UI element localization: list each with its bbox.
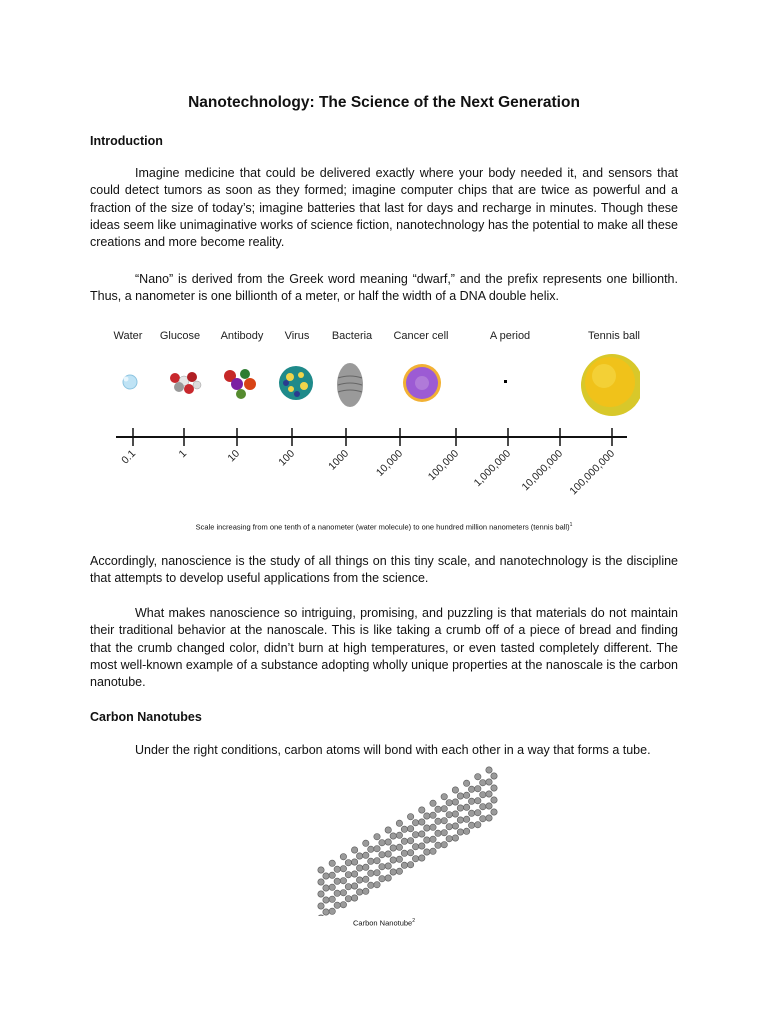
carbon-atom — [401, 838, 407, 844]
carbon-atom — [463, 804, 469, 810]
carbon-atom — [446, 836, 452, 842]
carbon-atom — [480, 804, 486, 810]
carbon-atom — [363, 888, 369, 894]
nanotube-caption-text: Carbon Nanotube — [353, 918, 413, 928]
carbon-atom — [401, 862, 407, 868]
carbon-atom — [329, 896, 335, 902]
scale-tick-label: 100 — [276, 447, 298, 469]
carbon-atom — [430, 848, 436, 854]
carbon-atom — [452, 787, 458, 793]
carbon-atom — [441, 806, 447, 812]
scale-tick-label: 1000 — [326, 447, 352, 473]
page-title: Nanotechnology: The Science of the Next Generation — [188, 94, 580, 111]
carbon-atom — [368, 870, 374, 876]
carbon-atom — [486, 815, 492, 821]
carbon-atom — [446, 812, 452, 818]
carbon-atom — [486, 803, 492, 809]
carbon-atom — [368, 846, 374, 852]
carbon-atom — [424, 813, 430, 819]
virus-image — [279, 366, 313, 400]
carbon-atom — [385, 863, 391, 869]
scale-tick-label: 1 — [176, 447, 190, 461]
carbon-atom — [334, 878, 340, 884]
carbon-atom — [407, 826, 413, 832]
carbon-atom — [468, 798, 474, 804]
carbon-atom — [374, 858, 380, 864]
carbon-atom — [486, 779, 492, 785]
carbon-atom — [452, 823, 458, 829]
period-image — [504, 380, 507, 383]
carbon-atom — [379, 852, 385, 858]
carbon-atom — [323, 897, 329, 903]
scale-caption-footnote: 1 — [569, 522, 573, 528]
scale-object-label: Tennis ball — [588, 330, 640, 342]
carbon-atom — [356, 877, 362, 883]
carbon-atom — [329, 908, 335, 914]
carbon-atom — [452, 799, 458, 805]
carbon-atom — [401, 850, 407, 856]
scale-tick-label: 100,000,000 — [567, 447, 618, 498]
carbon-atom — [430, 824, 436, 830]
carbon-atom — [419, 831, 425, 837]
carbon-atom — [396, 844, 402, 850]
carbon-atom — [491, 809, 497, 815]
nanotube-paragraph: Under the right conditions, carbon atoms will bond with each other in a way that forms a tube. — [135, 743, 651, 757]
water-molecule-image — [123, 375, 137, 389]
scale-object-label: Water — [113, 330, 143, 342]
carbon-atom — [457, 793, 463, 799]
carbon-nanotube-image — [303, 764, 513, 916]
carbon-atom — [318, 891, 324, 897]
carbon-atom — [446, 800, 452, 806]
carbon-atom — [374, 846, 380, 852]
carbon-atom — [374, 834, 380, 840]
carbon-atom — [430, 800, 436, 806]
carbon-atom — [356, 853, 362, 859]
carbon-atom — [340, 902, 346, 908]
carbon-atom — [435, 818, 441, 824]
carbon-atom — [318, 903, 324, 909]
carbon-atom — [468, 810, 474, 816]
carbon-atom — [396, 856, 402, 862]
scale-object-label: Virus — [284, 330, 310, 342]
scale-figure-caption — [0, 522, 768, 532]
carbon-atom — [363, 876, 369, 882]
carbon-atom — [340, 878, 346, 884]
carbon-atom — [374, 870, 380, 876]
scale-tick-label: 10,000,000 — [519, 447, 566, 494]
carbon-atom — [424, 825, 430, 831]
carbon-atom — [491, 797, 497, 803]
carbon-atom — [463, 780, 469, 786]
carbon-atom — [345, 872, 351, 878]
carbon-atom — [446, 824, 452, 830]
carbon-atom — [486, 791, 492, 797]
carbon-atom — [396, 820, 402, 826]
carbon-atom — [351, 883, 357, 889]
carbon-atom — [407, 838, 413, 844]
carbon-atom — [385, 851, 391, 857]
bacteria-image — [337, 363, 363, 407]
carbon-atom — [385, 875, 391, 881]
carbon-atom — [368, 882, 374, 888]
carbon-atom — [441, 794, 447, 800]
scale-tick-label: 1,000,000 — [471, 447, 514, 490]
carbon-atom — [363, 852, 369, 858]
carbon-atom — [419, 807, 425, 813]
carbon-atom — [340, 890, 346, 896]
carbon-atom — [356, 889, 362, 895]
carbon-atom — [486, 767, 492, 773]
scale-tick-label: 10 — [225, 447, 243, 465]
carbon-atom — [430, 812, 436, 818]
carbon-atom — [452, 835, 458, 841]
intro-paragraph-1: Imagine medicine that could be delivered exactly where your body needed it, and sensors that could detect tumors as soon as they formed; imagine computer chips that are twice as powerful and a fraction of the size of today’s; imagine batteries that last for days and recharge in minutes. Though these ideas seem like unimaginative works of science fiction, nanotechnology has the potential to make all these creations and more become reality. — [90, 166, 678, 250]
carbon-atom — [468, 822, 474, 828]
carbon-atom — [363, 864, 369, 870]
carbon-atom — [334, 902, 340, 908]
carbon-atom — [457, 805, 463, 811]
scale-tick-label: 10,000 — [373, 447, 406, 479]
carbon-atom — [435, 806, 441, 812]
carbon-atom — [318, 879, 324, 885]
carbon-atom — [463, 828, 469, 834]
carbon-atom — [457, 817, 463, 823]
scale-object-label: A period — [489, 330, 531, 342]
carbon-atom — [457, 829, 463, 835]
carbon-atom — [491, 773, 497, 779]
carbon-atom — [334, 866, 340, 872]
intro-paragraph-2: “Nano” is derived from the Greek word meaning “dwarf,” and the prefix represents one billionth. Thus, a nanometer is one billionth of a meter, or half the width of a DNA double helix. — [90, 272, 678, 304]
carbon-atom — [356, 865, 362, 871]
carbon-atom — [385, 827, 391, 833]
nanoscale-figure — [100, 322, 640, 502]
carbon-atom — [412, 832, 418, 838]
nanoscale-behavior-paragraph: What makes nanoscience so intriguing, promising, and puzzling is that materials do not maintain their traditional behavior at the nanoscale. This is like taking a crumb off of a piece of bread and finding that the crumb changed color, didn’t burn at high temperatures, or even tasted completely different. The most well-known example of a substance adopting wholly unique properties at the nanoscale is the carbon nanotube. — [90, 606, 678, 690]
carbon-atom — [435, 842, 441, 848]
carbon-atom — [441, 818, 447, 824]
antibody-image — [224, 369, 256, 399]
carbon-atom — [480, 792, 486, 798]
introduction-heading: Introduction — [90, 134, 163, 148]
carbon-atom — [419, 819, 425, 825]
carbon-atom — [491, 785, 497, 791]
carbon-atom — [345, 860, 351, 866]
carbon-atom — [379, 840, 385, 846]
scale-object-label: Cancer cell — [393, 330, 449, 342]
carbon-atom — [463, 816, 469, 822]
carbon-atom — [435, 830, 441, 836]
carbon-atom — [351, 859, 357, 865]
tennis-ball-image — [581, 354, 640, 416]
nanoscience-paragraph: Accordingly, nanoscience is the study of all things on this tiny scale, and nanotechnology is the discipline that attempts to develop useful applications from the science. — [90, 554, 678, 586]
carbon-atom — [351, 895, 357, 901]
scale-object-label: Glucose — [159, 330, 201, 342]
carbon-atom — [379, 864, 385, 870]
carbon-atom — [396, 868, 402, 874]
carbon-atom — [430, 836, 436, 842]
carbon-atom — [329, 860, 335, 866]
carbon-atom — [323, 873, 329, 879]
carbon-atom — [334, 890, 340, 896]
carbon-atom — [412, 856, 418, 862]
carbon-atom — [340, 866, 346, 872]
carbon-atom — [329, 884, 335, 890]
carbon-atom — [401, 826, 407, 832]
carbon-atom — [351, 871, 357, 877]
carbon-atom — [407, 850, 413, 856]
carbon-atom — [419, 843, 425, 849]
carbon-atom — [407, 862, 413, 868]
carbon-atom — [318, 915, 324, 916]
scale-object-label: Antibody — [220, 330, 264, 342]
carbon-atom — [396, 832, 402, 838]
carbon-atom — [390, 857, 396, 863]
carbon-atom — [368, 858, 374, 864]
carbon-atom — [475, 822, 481, 828]
carbon-atom — [452, 811, 458, 817]
carbon-atom — [323, 885, 329, 891]
carbon-atom — [412, 820, 418, 826]
carbon-atom — [390, 845, 396, 851]
scale-tick-label: 100,000 — [425, 447, 462, 483]
carbon-nanotubes-heading: Carbon Nanotubes — [90, 710, 202, 724]
carbon-atom — [329, 872, 335, 878]
carbon-atom — [351, 847, 357, 853]
carbon-atom — [480, 816, 486, 822]
carbon-atom — [475, 810, 481, 816]
carbon-atom — [441, 842, 447, 848]
carbon-atom — [345, 896, 351, 902]
carbon-atom — [374, 882, 380, 888]
carbon-atom — [424, 837, 430, 843]
carbon-atom — [475, 798, 481, 804]
carbon-atom — [468, 786, 474, 792]
carbon-atom — [318, 867, 324, 873]
carbon-atom — [363, 840, 369, 846]
nanotube-caption-footnote: 2 — [412, 918, 415, 924]
scale-tick-label: 0.1 — [119, 447, 139, 467]
carbon-atom — [463, 792, 469, 798]
carbon-atom — [441, 830, 447, 836]
glucose-molecule-image — [170, 372, 201, 394]
carbon-atom — [419, 855, 425, 861]
carbon-atom — [390, 869, 396, 875]
carbon-atom — [385, 839, 391, 845]
scale-caption-text: Scale increasing from one tenth of a nanometer (water molecule) to one hundred million nanometers (tennis ball) — [195, 522, 570, 532]
carbon-atom — [379, 876, 385, 882]
carbon-atom — [340, 854, 346, 860]
carbon-atom — [323, 909, 329, 915]
carbon-atom — [475, 786, 481, 792]
nanotube-figure-caption — [0, 918, 768, 928]
carbon-atom — [475, 774, 481, 780]
cancer-cell-image — [403, 364, 441, 402]
carbon-atom — [390, 833, 396, 839]
scale-object-label: Bacteria — [331, 330, 373, 342]
carbon-atom — [407, 814, 413, 820]
carbon-atom — [424, 849, 430, 855]
carbon-atom — [345, 884, 351, 890]
carbon-atom — [412, 844, 418, 850]
carbon-atom — [480, 780, 486, 786]
